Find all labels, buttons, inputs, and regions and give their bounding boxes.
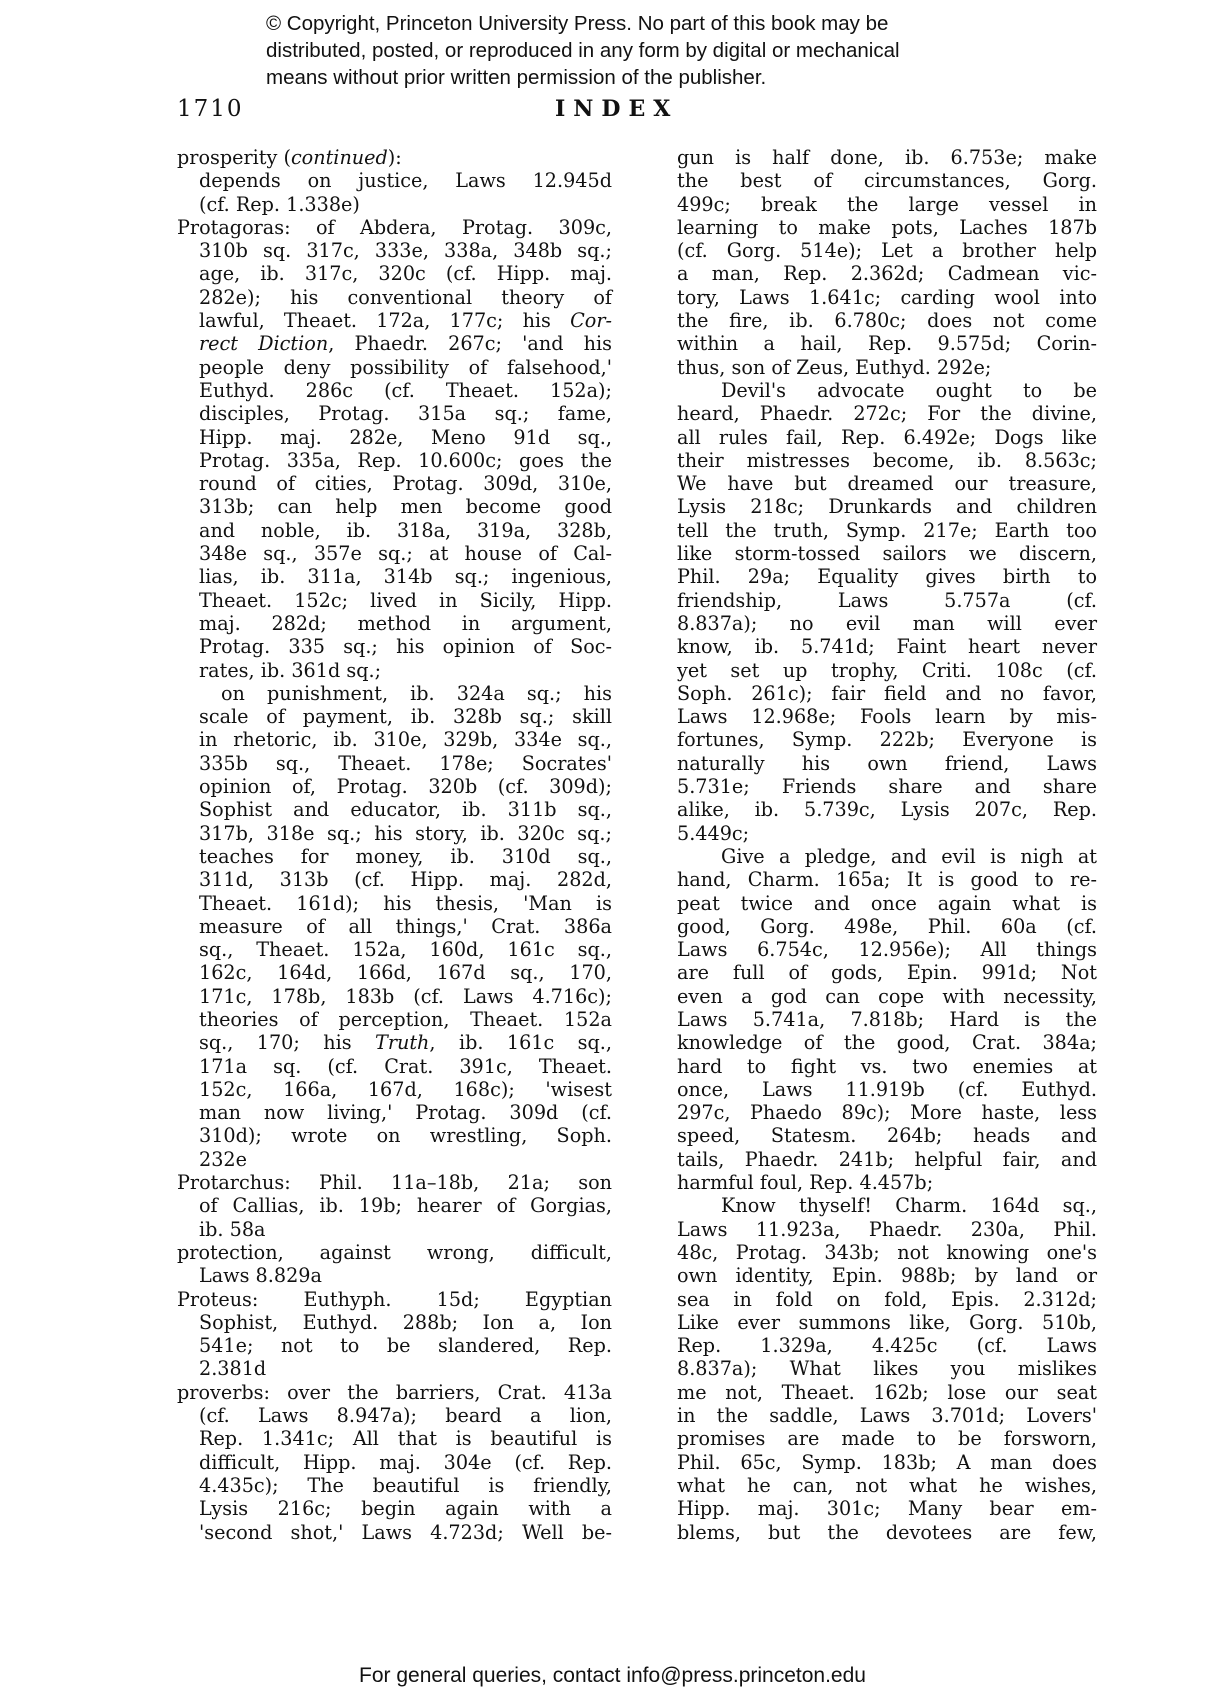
index-line: 311d, 313b (cf. Hipp. maj. 282d, <box>199 868 612 892</box>
index-line: Lysis 216c; begin again with a <box>199 1497 612 1521</box>
index-line: Laws 8.829a <box>199 1264 322 1288</box>
index-line: Know thyself! Charm. 164d sq., <box>721 1194 1097 1218</box>
index-line: Sophist and educator, ib. 311b sq., <box>199 798 612 822</box>
index-line: the best of circumstances, Gorg. <box>677 169 1097 193</box>
index-line: scale of payment, ib. 328b sq.; skill <box>199 705 612 729</box>
index-line: on punishment, ib. 324a sq.; his <box>221 681 612 705</box>
index-line: Protag. 335 sq.; his opinion of Soc- <box>199 635 612 659</box>
index-line: maj. 282d; method in argument, <box>199 611 612 635</box>
index-line: alike, ib. 5.739c, Lysis 207c, Rep. <box>677 798 1097 822</box>
index-line: 'second shot,' Laws 4.723d; Well be- <box>199 1520 612 1544</box>
index-line: knowledge of the good, Crat. 384a; <box>677 1031 1097 1055</box>
index-line: measure of all things,' Crat. 386a <box>199 914 612 938</box>
index-line: sq., Theaet. 152a, 160d, 161c sq., <box>199 938 612 962</box>
index-line: Hipp. maj. 282e, Meno 91d sq., <box>199 425 612 449</box>
index-line: naturally his own friend, Laws <box>677 751 1097 775</box>
index-line: peat twice and once again what is <box>677 891 1097 915</box>
italic-text: continued <box>290 146 388 169</box>
index-line: in rhetoric, ib. 310e, 329b, 334e sq., <box>199 728 612 752</box>
index-line: 5.731e; Friends share and share <box>677 775 1097 799</box>
index-line: are full of gods, Epin. 991d; Not <box>677 961 1097 985</box>
index-line: 171c, 178b, 183b (cf. Laws 4.716c); <box>199 984 612 1008</box>
index-line: thus, son of Zeus, Euthyd. 292e; <box>677 355 992 379</box>
index-line: Theaet. 152c; lived in Sicily, Hipp. <box>199 588 612 612</box>
page-number: 1710 <box>177 96 244 122</box>
index-line: Laws 5.741a, 7.818b; Hard is the <box>677 1007 1097 1031</box>
index-line: Laws 11.923a, Phaedr. 230a, Phil. <box>677 1217 1097 1241</box>
index-line: (cf. Gorg. 514e); Let a brother help <box>677 239 1097 263</box>
copyright-line: © Copyright, Princeton University Press. No part of this book may be <box>266 12 889 35</box>
index-line: 5.449c; <box>677 821 750 845</box>
index-line: 162c, 164d, 166d, 167d sq., 170, <box>199 961 612 985</box>
index-line: 310d); wrote on wrestling, Soph. <box>199 1124 612 1148</box>
index-line: own identity, Epin. 988b; by land or <box>677 1264 1097 1288</box>
index-line: Soph. 261c); fair field and no favor, <box>677 681 1097 705</box>
index-line: rect Diction, Phaedr. 267c; 'and his <box>199 332 612 356</box>
index-line: tory, Laws 1.641c; carding wool into <box>677 285 1097 309</box>
index-line: 348e sq., 357e sq.; at house of Cal- <box>199 542 612 566</box>
index-line: difficult, Hipp. maj. 304e (cf. Rep. <box>199 1450 612 1474</box>
index-line: 310b sq. 317c, 333e, 338a, 348b sq.; <box>199 239 612 263</box>
index-line: 171a sq. (cf. Crat. 391c, Theaet. <box>199 1054 612 1078</box>
index-line: man now living,' Protag. 309d (cf. <box>199 1101 612 1125</box>
index-line: 232e <box>199 1147 247 1171</box>
index-line: 297c, Phaedo 89c); More haste, less <box>677 1101 1097 1125</box>
index-line: within a hail, Rep. 9.575d; Corin- <box>677 332 1097 356</box>
index-line: Euthyd. 286c (cf. Theaet. 152a); <box>199 378 612 402</box>
index-line: of Callias, ib. 19b; hearer of Gorgias, <box>199 1194 612 1218</box>
index-line: Proteus: Euthyph. 15d; Egyptian <box>177 1287 612 1311</box>
index-line: 4.435c); The beautiful is friendly, <box>199 1473 612 1497</box>
index-line: promises are made to be forsworn, <box>677 1427 1097 1451</box>
index-line: their mistresses become, ib. 8.563c; <box>677 448 1097 472</box>
index-line: a man, Rep. 2.362d; Cadmean vic- <box>677 262 1097 286</box>
italic-text: Truth <box>375 1031 430 1055</box>
index-line: Give a pledge, and evil is nigh at <box>721 844 1097 868</box>
index-line: people deny possibility of falsehood,' <box>199 355 612 379</box>
index-line: rates, ib. 361d sq.; <box>199 658 382 682</box>
italic-text: Cor- <box>570 309 612 333</box>
index-line: sea in fold on fold, Epis. 2.312d; <box>677 1287 1097 1311</box>
index-line: fortunes, Symp. 222b; Everyone is <box>677 728 1097 752</box>
index-line: Lysis 218c; Drunkards and children <box>677 495 1097 519</box>
index-line: opinion of, Protag. 320b (cf. 309d); <box>199 775 612 799</box>
copyright-line: distributed, posted, or reproduced in any form by digital or mechanical <box>266 39 900 62</box>
index-line: Theaet. 161d); his thesis, 'Man is <box>199 891 612 915</box>
index-line: Rep. 1.341c; All that is beautiful is <box>199 1427 612 1451</box>
index-line: me not, Theaet. 162b; lose our seat <box>677 1380 1097 1404</box>
index-line: disciples, Protag. 315a sq.; fame, <box>199 402 612 426</box>
index-line: learning to make pots, Laches 187b <box>677 215 1097 239</box>
index-line: friendship, Laws 5.757a (cf. <box>677 588 1097 612</box>
copyright-notice <box>266 10 1026 91</box>
index-line: Laws 12.968e; Fools learn by mis- <box>677 705 1097 729</box>
index-line: 317b, 318e sq.; his story, ib. 320c sq.; <box>199 821 612 845</box>
index-line: depends on justice, Laws 12.945d <box>199 169 612 193</box>
index-line: harmful foul, Rep. 4.457b; <box>677 1171 934 1195</box>
index-line: prosperity (continued): <box>177 146 402 169</box>
index-line: even a god can cope with necessity, <box>677 984 1097 1008</box>
footer-contact: For general queries, contact info@press.princeton.edu <box>359 1664 866 1687</box>
index-line: 499c; break the large vessel in <box>677 192 1097 216</box>
index-line: all rules fail, Rep. 6.492e; Dogs like <box>677 425 1097 449</box>
index-line: 48c, Protag. 343b; not knowing one's <box>677 1240 1097 1264</box>
index-line: theories of perception, Theaet. 152a <box>199 1007 612 1031</box>
index-line: 282e); his conventional theory of <box>199 285 612 309</box>
running-head: INDEX <box>555 96 679 122</box>
index-line: (cf. Laws 8.947a); beard a lion, <box>199 1404 612 1428</box>
index-line: hand, Charm. 165a; It is good to re- <box>677 868 1097 892</box>
copyright-line: means without prior written permission of the publisher. <box>266 66 767 89</box>
index-line: sq., 170; his Truth, ib. 161c sq., <box>199 1031 612 1055</box>
index-line: lias, ib. 311a, 314b sq.; ingenious, <box>199 565 612 589</box>
index-line: Laws 6.754c, 12.956e); All things <box>677 938 1097 962</box>
index-line: round of cities, Protag. 309d, 310e, <box>199 472 612 496</box>
index-line: once, Laws 11.919b (cf. Euthyd. <box>677 1077 1097 1101</box>
index-line: Phil. 29a; Equality gives birth to <box>677 565 1097 589</box>
italic-text: rect Diction <box>199 332 329 356</box>
index-line: Protag. 335a, Rep. 10.600c; goes the <box>199 448 612 472</box>
index-line: Rep. 1.329a, 4.425c (cf. Laws <box>677 1334 1097 1358</box>
index-line: Protagoras: of Abdera, Protag. 309c, <box>177 215 612 239</box>
index-line: 335b sq., Theaet. 178e; Socrates' <box>199 751 612 775</box>
index-line: 8.837a); no evil man will ever <box>677 611 1097 635</box>
index-line: the fire, ib. 6.780c; does not come <box>677 309 1097 333</box>
index-line: Hipp. maj. 301c; Many bear em- <box>677 1497 1097 1521</box>
index-line: like storm-tossed sailors we discern, <box>677 542 1097 566</box>
index-line: know, ib. 5.741d; Faint heart never <box>677 635 1097 659</box>
index-column-left <box>177 146 612 1544</box>
index-line: hard to fight vs. two enemies at <box>677 1054 1097 1078</box>
index-line: age, ib. 317c, 320c (cf. Hipp. maj. <box>199 262 612 286</box>
index-line: Phil. 65c, Symp. 183b; A man does <box>677 1450 1097 1474</box>
index-line: and noble, ib. 318a, 319a, 328b, <box>199 518 612 542</box>
index-line: (cf. Rep. 1.338e) <box>199 192 360 216</box>
index-line: gun is half done, ib. 6.753e; make <box>677 146 1097 169</box>
index-line: speed, Statesm. 264b; heads and <box>677 1124 1097 1148</box>
index-line: 152c, 166a, 167d, 168c); 'wisest <box>199 1077 612 1101</box>
index-line: teaches for money, ib. 310d sq., <box>199 844 612 868</box>
index-line: 8.837a); What likes you mislikes <box>677 1357 1097 1381</box>
index-line: Devil's advocate ought to be <box>721 378 1097 402</box>
index-line: Like ever summons like, Gorg. 510b, <box>677 1310 1097 1334</box>
index-line: protection, against wrong, difficult, <box>177 1240 612 1264</box>
index-line: heard, Phaedr. 272c; For the divine, <box>677 402 1097 426</box>
index-line: 2.381d <box>199 1357 267 1381</box>
index-line: We have but dreamed our treasure, <box>677 472 1097 496</box>
index-line: blems, but the devotees are few, <box>677 1520 1097 1544</box>
index-line: ib. 58a <box>199 1217 266 1241</box>
index-line: lawful, Theaet. 172a, 177c; his Cor- <box>199 309 612 333</box>
index-line: Sophist, Euthyd. 288b; Ion a, Ion <box>199 1310 612 1334</box>
index-line: 541e; not to be slandered, Rep. <box>199 1334 612 1358</box>
index-column-right <box>677 146 1097 1544</box>
index-line: proverbs: over the barriers, Crat. 413a <box>177 1380 612 1404</box>
index-line: tails, Phaedr. 241b; helpful fair, and <box>677 1147 1097 1171</box>
index-line: good, Gorg. 498e, Phil. 60a (cf. <box>677 914 1097 938</box>
index-line: Protarchus: Phil. 11a–18b, 21a; son <box>177 1171 612 1195</box>
index-line: in the saddle, Laws 3.701d; Lovers' <box>677 1404 1097 1428</box>
index-line: yet set up trophy, Criti. 108c (cf. <box>677 658 1097 682</box>
index-line: what he can, not what he wishes, <box>677 1473 1097 1497</box>
index-line: 313b; can help men become good <box>199 495 612 519</box>
index-line: tell the truth, Symp. 217e; Earth too <box>677 518 1097 542</box>
